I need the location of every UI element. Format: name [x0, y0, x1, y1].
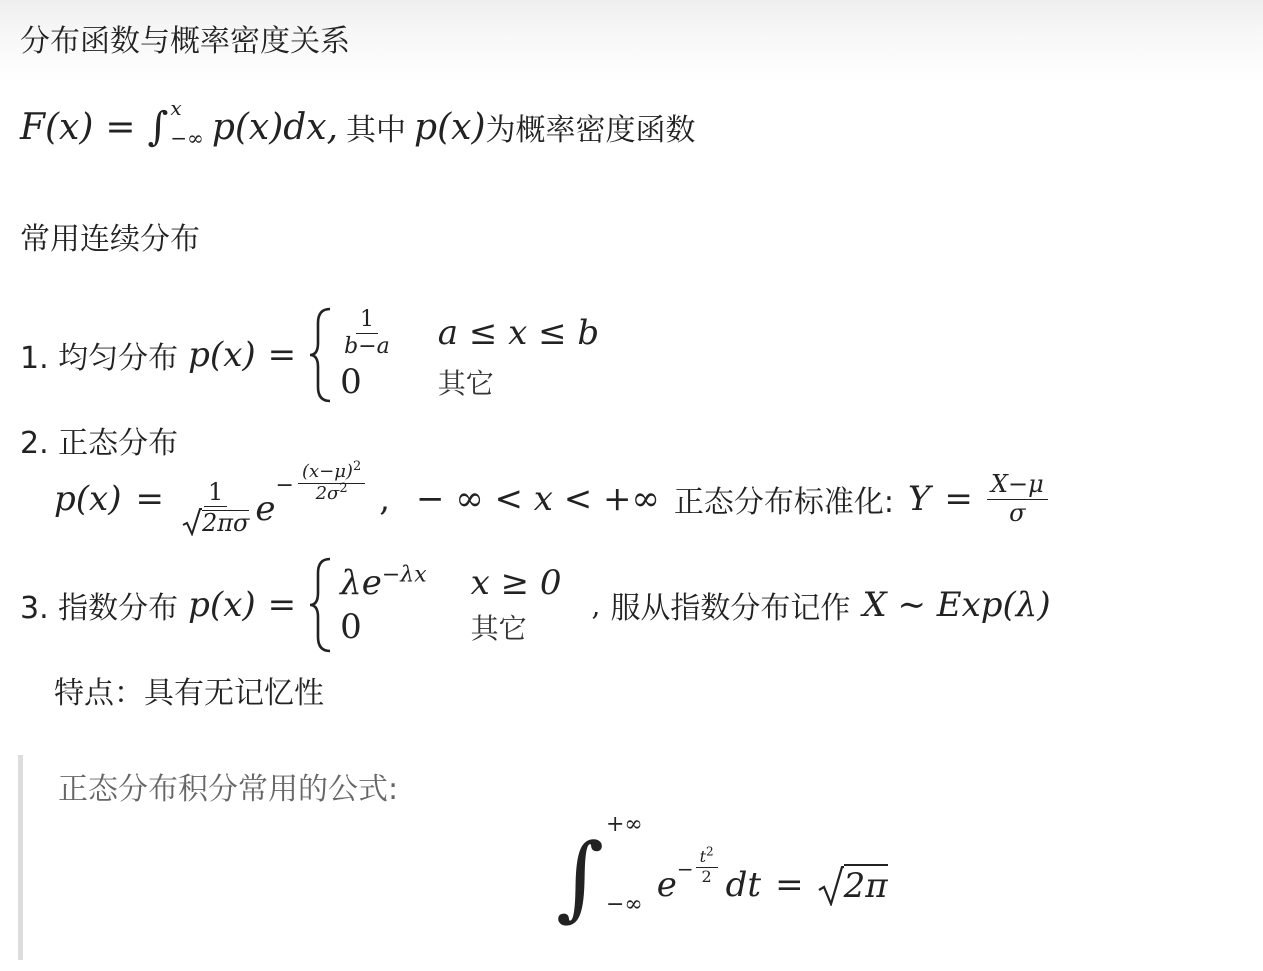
exponential-notation: X ∼ Exp(λ) — [862, 585, 1051, 625]
cdf-text-end: 为概率密度函数 — [485, 113, 696, 148]
cdf-relation — [20, 96, 696, 150]
gaussian-exp-num-wrap — [696, 844, 718, 868]
gaussian-integral-sign: ∫ — [556, 824, 604, 931]
normal-px: p(x) — [54, 479, 122, 520]
quote-heading: 正态分布积分常用的公式: — [58, 772, 399, 807]
gaussian-sqrt-icon — [818, 866, 844, 906]
normal-exp-num-wrap — [298, 458, 365, 484]
gaussian-upper: +∞ — [605, 812, 643, 837]
normal-std-fraction — [987, 472, 1048, 525]
gaussian-rhs-wrap — [818, 864, 888, 906]
normal-frac-num: 1 — [204, 480, 227, 507]
gaussian-dt: dt — [725, 865, 762, 905]
section-title: 常用连续分布 — [20, 222, 200, 257]
gaussian-integral — [556, 812, 888, 931]
gaussian-exp-num: t — [699, 846, 707, 866]
normal-exp-den-wrap — [312, 480, 352, 504]
uniform-distribution — [20, 305, 599, 405]
uniform-cases — [340, 308, 599, 401]
exponential-cond1: x ≥ 0 — [470, 563, 562, 603]
normal-exp-minus: − — [275, 472, 294, 498]
normal-Y: Y — [907, 479, 931, 520]
normal-std-den: σ — [1009, 498, 1026, 527]
sqrt-icon — [182, 508, 202, 536]
gaussian-eq: = — [775, 865, 804, 905]
gaussian-exp-num-sup: 2 — [706, 844, 714, 859]
gaussian-exp-fraction — [696, 844, 718, 886]
exponential-val1-wrap — [340, 563, 426, 603]
exponential-eq: = — [267, 585, 297, 625]
uniform-frac-num: 1 — [356, 308, 378, 333]
cdf-limits — [170, 96, 204, 150]
cdf-text-mid: 其中 — [346, 113, 407, 148]
uniform-brace-icon — [308, 305, 334, 405]
normal-e: e — [255, 489, 276, 530]
normal-exp-fraction — [298, 458, 365, 504]
exponential-val1: λe — [340, 563, 382, 603]
normal-label: 2. 正态分布 — [20, 426, 179, 461]
normal-fraction — [178, 480, 253, 536]
cdf-lower: −∞ — [170, 126, 204, 150]
exponential-cond2: 其它 — [470, 612, 527, 645]
normal-exp-den: 2σ — [315, 482, 340, 504]
normal-exponent — [275, 458, 366, 504]
normal-exp-den-sup: 2 — [339, 480, 348, 496]
gaussian-lower: −∞ — [605, 892, 643, 917]
exponential-brace-icon — [308, 555, 334, 655]
cdf-px: p(x) — [414, 106, 486, 148]
cdf-integral-sign: ∫ — [147, 104, 169, 150]
gaussian-exp-den: 2 — [701, 866, 712, 886]
uniform-frac-den: b−a — [344, 333, 390, 359]
page-title: 分布函数与概率密度关系 — [20, 24, 350, 59]
normal-exp-num: (x−μ) — [301, 460, 353, 482]
normal-comma: , — [379, 479, 391, 520]
uniform-val2: 0 — [340, 361, 362, 402]
quote-bar — [18, 755, 23, 960]
uniform-eq: = — [267, 335, 297, 375]
gaussian-rhs: 2π — [843, 866, 888, 906]
cdf-eq: = — [105, 106, 136, 148]
exponential-val1-sup: −λx — [381, 562, 427, 588]
cdf-upper: x — [170, 96, 182, 120]
uniform-px: p(x) — [188, 335, 256, 375]
cdf-lhs: F(x) — [20, 106, 94, 148]
normal-eq2: = — [944, 479, 973, 520]
exponential-label: 3. 指数分布 — [20, 591, 179, 626]
gaussian-exponent — [676, 844, 718, 886]
cdf-integrand: p(x)dx, — [211, 106, 339, 148]
normal-frac-den-wrap — [178, 507, 253, 536]
uniform-cond2: 其它 — [437, 366, 494, 400]
normal-range: − ∞ < x < +∞ — [416, 479, 660, 520]
exponential-note-text: 服从指数分布记作 — [610, 591, 851, 626]
normal-std-num: X−μ — [987, 472, 1048, 499]
exponential-px: p(x) — [188, 585, 256, 625]
normal-exp-num-sup: 2 — [352, 458, 362, 474]
normal-eq: = — [135, 479, 164, 520]
exponential-feature: 特点：具有无记忆性 — [54, 676, 324, 711]
exponential-val2: 0 — [340, 607, 362, 647]
uniform-fraction — [340, 308, 394, 357]
exponential-distribution — [20, 555, 1051, 655]
uniform-cond1: a ≤ x ≤ b — [437, 313, 600, 353]
exponential-comma: , — [591, 588, 601, 622]
normal-frac-den: 2πσ — [201, 509, 250, 537]
gaussian-e: e — [656, 865, 677, 905]
uniform-label: 1. 均匀分布 — [20, 341, 179, 376]
exponential-cases — [340, 563, 561, 647]
normal-std-text: 正态分布标准化: — [673, 485, 894, 521]
normal-density — [54, 458, 1048, 537]
gaussian-limits — [605, 812, 643, 917]
gaussian-exp-minus: − — [676, 856, 694, 881]
